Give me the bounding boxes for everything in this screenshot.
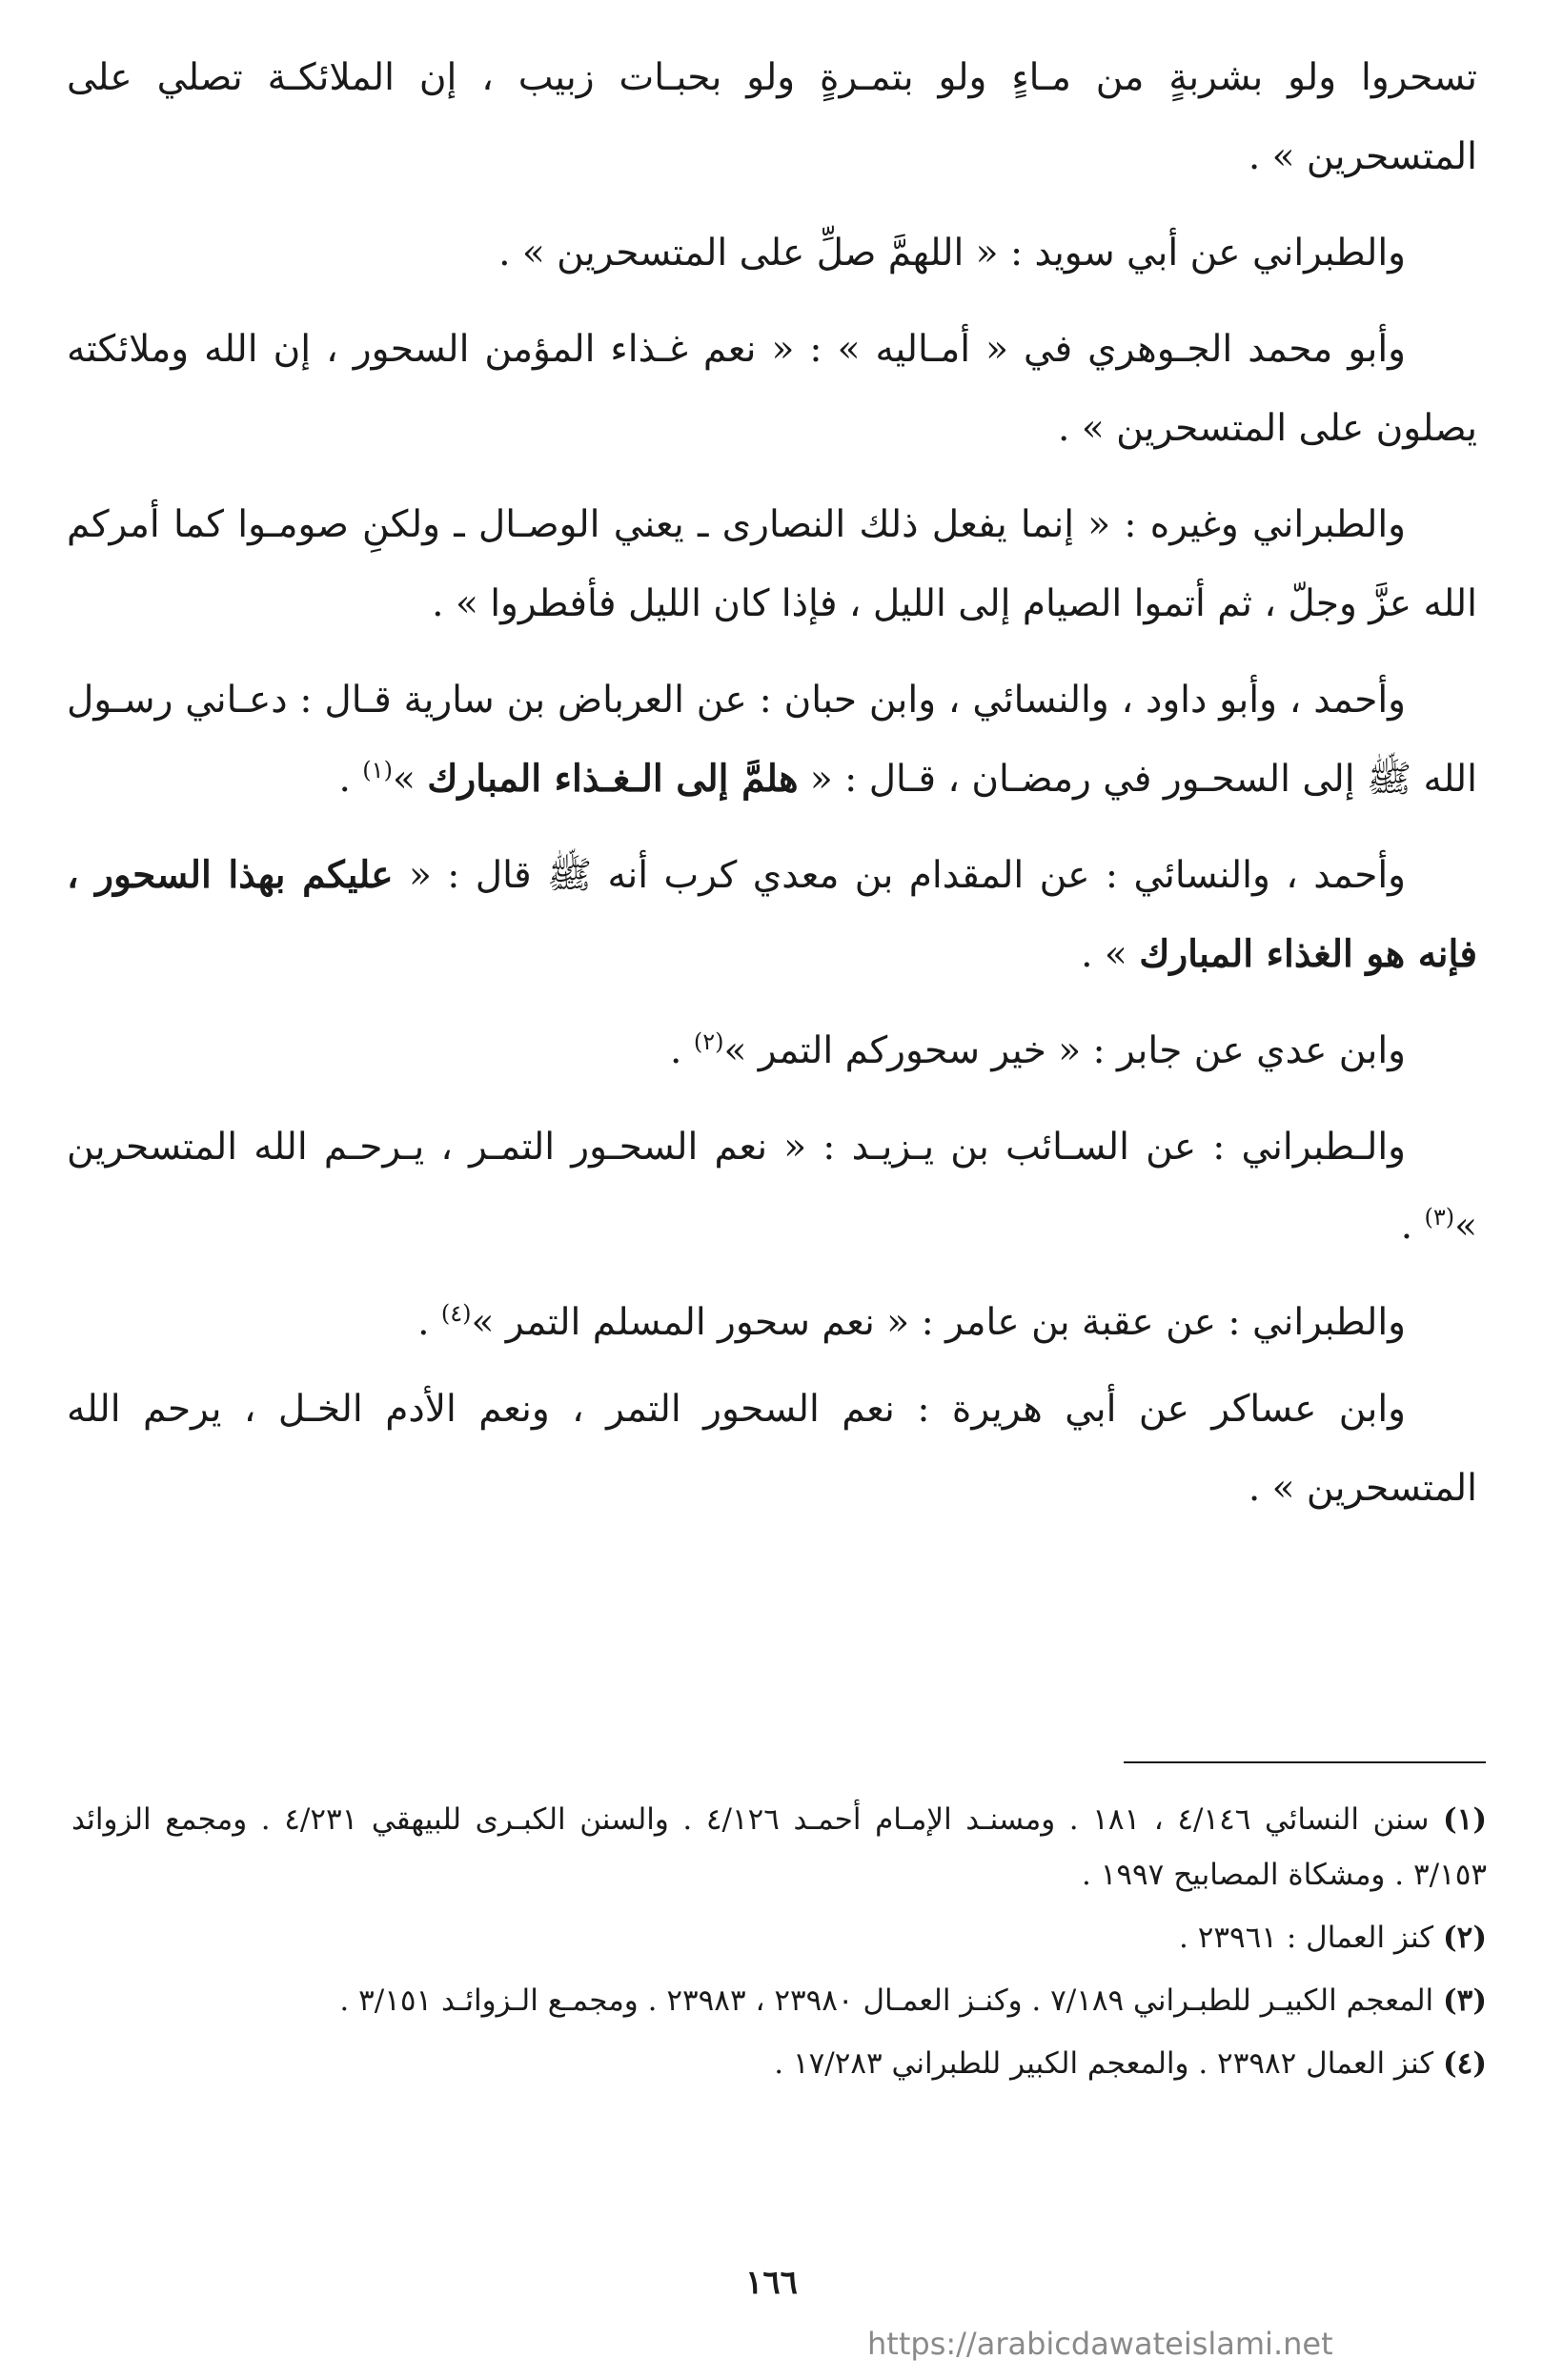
paragraph-wisal: والطبراني وغيره : « إنما يفعل ذلك النصارى ـ يعني الوصـال ـ ولكنِ صومـوا كما أمركم الله عزَّ وجلّ ، ثم أتموا الصيام إلى الليل ، فإذا كان الليل فأفطروا » . — [67, 503, 1477, 625]
main-text — [67, 38, 1477, 1545]
footnote-4 — [71, 2036, 1487, 2091]
paragraph-abu-suwaid: والطبراني عن أبي سويد : « اللهمَّ صلِّ على المتسحرين » . — [498, 232, 1406, 275]
footnotes — [71, 1792, 1487, 2099]
jabir-text: وابن عدي عن جابر : « خير سحوركم التمر » — [723, 1029, 1406, 1072]
jabir-end: . — [670, 1029, 694, 1072]
footnote-text: كنز العمال ٢٣٩٨٢ . والمعجم الكبير للطبراني ١٧/٢٨٣ . — [774, 2046, 1443, 2081]
irbad-end: . — [338, 758, 363, 801]
footnote-ref-1: (١) — [362, 757, 393, 783]
paragraph-ibn-asakir: وابن عساكر عن أبي هريرة : نعم السحور التمر ، ونعم الأدم الخـل ، يرحم الله المتسحرين » . — [67, 1388, 1477, 1510]
paragraph-uqba — [67, 1283, 1477, 1362]
footnote-number: (٢) — [1443, 1921, 1487, 1955]
irbad-hadith-bold: هلمَّ إلى الـغـذاء المبارك — [427, 757, 799, 801]
footnote-divider — [1124, 1761, 1486, 1763]
footnote-number: (٣) — [1443, 1983, 1487, 2018]
paragraph-continuation: تسحروا ولو بشربةٍ من مـاءٍ ولو بتمـرةٍ ولو بحبـات زبيب ، إن الملائكـة تصلي على المتسحرين » . — [67, 56, 1477, 178]
paragraph-jawhari: وأبو محمد الجـوهري في « أمـاليه » : « نعم غـذاء المؤمن السحور ، إن الله وملائكته يصلون على المتسحرين » . — [67, 328, 1477, 450]
footnote-2 — [71, 1910, 1487, 1965]
footnote-ref-2: (٢) — [693, 1028, 724, 1055]
miqdam-lead: وأحمد ، والنسائي : عن المقدام بن معدي كرب أنه ﷺ قال : « — [393, 854, 1406, 897]
saib-text: والـطبراني : عن السـائب بن يـزيـد : « نعم السحـور التمـر ، يـرحـم الله المتسحرين » — [67, 1126, 1477, 1248]
footnote-ref-3: (٣) — [1424, 1204, 1455, 1231]
paragraph-miqdam — [67, 836, 1477, 994]
saib-end: . — [1400, 1205, 1425, 1248]
irbad-tail: » — [392, 758, 428, 801]
miqdam-hadith-bold: عليكم بهذا السحور ، فإنه هو الغذاء المبارك — [67, 853, 1477, 976]
uqba-text: والطبراني : عن عقبة بن عامر : « نعم سحور المسلم التمر » — [471, 1301, 1406, 1344]
footnote-1 — [71, 1792, 1487, 1902]
footnote-text: سنن النسائي ٤/١٤٦ ، ١٨١ . ومسنـد الإمـام أحمـد ٤/١٢٦ . والسنن الكبـرى للبيهقي ٤/٢٣١ . ومجمع الزوائد ٣/١٥٣ . ومشكاة المصابيح ١٩٩٧ . — [71, 1802, 1487, 1892]
footnote-text: المعجم الكبيـر للطبـراني ٧/١٨٩ . وكنـز العمـال ٢٣٩٨٠ ، ٢٣٩٨٣ . ومجمـع الـزوائـد ٣/١٥١ . — [339, 1983, 1443, 2018]
paragraph-irbad — [67, 661, 1477, 819]
footnote-3 — [71, 1973, 1487, 2028]
footnote-number: (١) — [1443, 1802, 1487, 1837]
page-number: ١٦٦ — [745, 2264, 798, 2302]
footnote-number: (٤) — [1443, 2046, 1487, 2081]
paragraph-saib — [67, 1108, 1477, 1266]
footnote-ref-4: (٤) — [440, 1300, 472, 1327]
footnote-text: كنز العمال : ٢٣٩٦١ . — [1179, 1921, 1443, 1955]
irbad-lead: وأحمد ، وأبو داود ، والنسائي ، وابن حبان : عن العرباض بن سارية قـال : دعـاني رسـول الله ﷺ إلى السحـور في رمضـان ، قـال : « — [67, 679, 1477, 801]
paragraph-jabir — [67, 1011, 1477, 1090]
miqdam-tail: » . — [1081, 933, 1140, 976]
website-watermark: https://arabicdawateislami.net — [867, 2326, 1333, 2362]
uqba-end: . — [417, 1301, 441, 1344]
